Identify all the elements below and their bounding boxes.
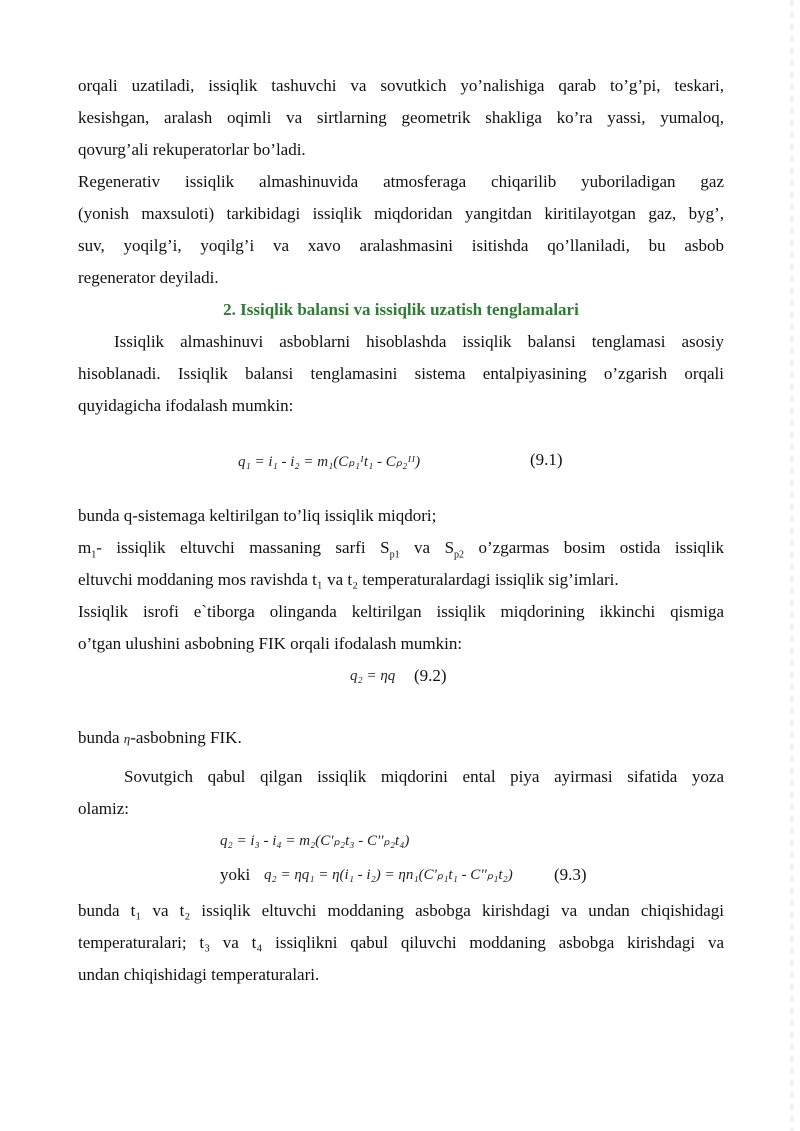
text-line: eltuvchi moddaning mos ravishda t₁ va t₂ temperaturalardagi issiqlik sig’imlari. (78, 570, 619, 589)
subscript: p1 (389, 549, 400, 561)
text-segment: - issiqlik eltuvchi massaning sarfi S (96, 538, 390, 557)
paragraph-regenerativ (78, 166, 724, 294)
formula-block-9-3a (78, 825, 724, 859)
paragraph-rekuperator (78, 70, 724, 166)
text-line: bunda t₁ va t₂ issiqlik eltuvchi moddaning asbobga kirishdagi va undan chiqishidagi (78, 901, 724, 920)
text-segment: Regenerativ issiqlik (78, 172, 235, 191)
subscript: p2 (454, 549, 465, 561)
formula-9-3a: q₂ = i₃ - i₄ = m₂(C'ₚ₂t₃ - C''ₚ₂t₄) (220, 833, 410, 849)
text-line: quyidagicha ifodalash mumkin: (78, 396, 294, 415)
text-line: o’tgan ulushini asbobning FIK orqali ifodalash mumkin: (78, 634, 463, 653)
text-line: qovurg’ali rekuperatorlar bo’ladi. (78, 140, 306, 159)
text-line: bunda q-sistemaga keltirilgan to’liq issiqlik miqdori; (78, 506, 437, 525)
text-line-fik (78, 722, 724, 755)
page-edge-shadow (790, 0, 794, 1131)
paragraph-sovutgich (78, 761, 724, 825)
paragraph-issiqlik-balansi (78, 326, 724, 422)
text-segment: va S (399, 538, 455, 557)
formula-block-9-1 (78, 422, 724, 500)
text-line (78, 166, 724, 198)
formula-block-9-2 (78, 660, 724, 692)
formula-9-2: q₂ = ηq (350, 668, 396, 684)
text-line (78, 532, 724, 564)
text-line: (yonish maxsuloti) tarkibidagi issiqlik miqdoridan yangitdan kiritilayotgan gaz, byg’, (78, 204, 724, 223)
text-segment: m (78, 538, 92, 557)
text-line: suv, yoqilg’i, yoqilg’i va xavo aralashmasini isitishda qo’llaniladi, bu asbob (78, 236, 724, 255)
text-segment: atmosferaga chiqarilib yuboriladigan gaz (383, 172, 724, 191)
text-line: Issiqlik isrofi e`tiborga olinganda keltirilgan issiqlik miqdorining ikkinchi qismiga (78, 602, 724, 621)
formula-prefix: yoki (220, 865, 251, 884)
text-line: regenerator deyiladi. (78, 268, 219, 287)
text-segment: almashinuvida (259, 172, 359, 191)
document-page (78, 70, 724, 991)
formula-9-1: q₁ = i₁ - i₂ = m₁(Cₚ₁ᴵt₁ - Cₚ₂ᴵᴵ) (238, 454, 421, 470)
text-line: kesishgan, aralash oqimli va sirtlarning geometrik shakliga ko’ra yassi, yumaloq, (78, 108, 724, 127)
text-line: olamiz: (78, 799, 129, 818)
paragraph-definitions (78, 500, 724, 660)
text-line: undan chiqishidagi temperaturalari. (78, 965, 320, 984)
subscript: 1 (91, 549, 97, 561)
spacer (78, 692, 724, 722)
text-segment: bunda (78, 728, 124, 747)
eta-symbol: η (123, 731, 131, 746)
text-line: Sovutgich qabul qilgan issiqlik miqdorini ental piya ayirmasi sifatida yoza (124, 767, 724, 786)
text-segment: -asbobning FIK. (130, 728, 242, 747)
equation-number: (9.1) (530, 450, 563, 469)
text-segment: o’zgarmas bosim ostida issiqlik (464, 538, 725, 557)
text-line: temperaturalari; t₃ va t₄ issiqlikni qabul qiluvchi moddaning asbobga kirishdagi va (78, 933, 724, 952)
text-line: hisoblanadi. Issiqlik balansi tenglamasini sistema entalpiyasining o’zgarish orqali (78, 364, 724, 383)
text-line: orqali uzatiladi, issiqlik tashuvchi va sovutkich yo’nalishiga qarab to’g’pi, teskari, (78, 76, 724, 95)
equation-number: (9.3) (554, 865, 587, 884)
formula-9-3b: q₂ = ηq₁ = η(i₁ - i₂) = ηn₁(C'ₚ₁t₁ - C''ₚ₁t₂) (264, 867, 513, 883)
paragraph-temperaturalar (78, 895, 724, 991)
text-line: Issiqlik almashinuvi asboblarni hisoblashda issiqlik balansi tenglamasi asosiy (114, 332, 724, 351)
equation-number: (9.2) (414, 666, 447, 685)
section-heading: 2. Issiqlik balansi va issiqlik uzatish tenglamalari (223, 300, 579, 319)
formula-block-9-3b (78, 859, 724, 895)
